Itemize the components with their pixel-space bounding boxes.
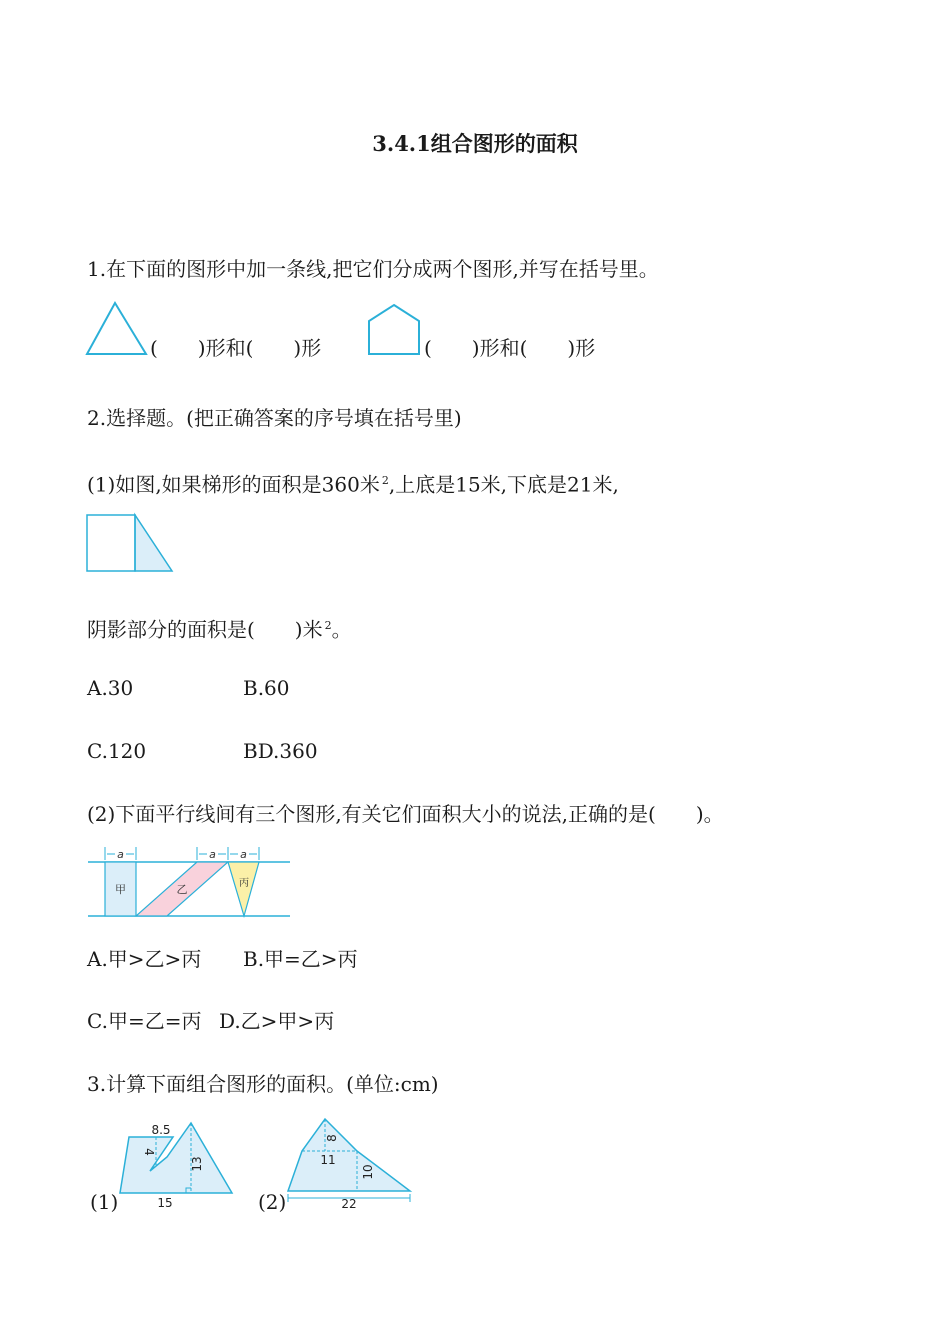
fig1-base-label: 15 xyxy=(157,1196,173,1210)
option-c-2: C.甲=乙=丙 xyxy=(87,1009,202,1033)
label-yi: 乙 xyxy=(176,883,188,896)
fig1-height-label: 13 xyxy=(190,1156,204,1172)
option-a-2: A.甲>乙>丙 xyxy=(87,947,202,971)
label-bing: 丙 xyxy=(239,878,249,889)
composite-figure-2 xyxy=(284,1114,419,1214)
option-d-2: D.乙>甲>丙 xyxy=(219,1009,335,1033)
pentagon-figure xyxy=(366,302,424,358)
question-1-blank-1: ( )形和( )形 xyxy=(150,336,322,360)
option-d: BD.360 xyxy=(243,739,318,763)
question-2-text: 2.选择题。(把正确答案的序号填在括号里) xyxy=(87,406,462,430)
option-b-2: B.甲=乙>丙 xyxy=(243,947,358,971)
question-1-blank-2: ( )形和( )形 xyxy=(424,336,596,360)
page-title: 3.4.1组合图形的面积 xyxy=(372,131,578,156)
question-2-part-2-text: (2)下面平行线间有三个图形,有关它们面积大小的说法,正确的是( )。 xyxy=(87,802,724,826)
triangle-figure xyxy=(84,300,150,358)
option-b: B.60 xyxy=(243,676,290,700)
label-a-1: a xyxy=(117,848,124,861)
question-1-text: 1.在下面的图形中加一条线,把它们分成两个图形,并写在括号里。 xyxy=(87,257,659,281)
label-a-3: a xyxy=(240,848,247,861)
question-2-part-1-text: (1)如图,如果梯形的面积是360米 $^2$,上底是15米,下底是21米, xyxy=(87,472,619,497)
fig2-top-height-label: 8 xyxy=(325,1134,339,1142)
option-a: A.30 xyxy=(87,676,134,700)
fig2-right-height-label: 10 xyxy=(361,1164,375,1180)
figure-2-label: (2) xyxy=(258,1190,287,1214)
fig1-top-label: 8.5 xyxy=(151,1123,171,1137)
option-c: C.120 xyxy=(87,739,147,763)
parallel-lines-figure xyxy=(84,844,294,922)
composite-figure-1 xyxy=(115,1118,240,1213)
trapezoid-figure xyxy=(84,513,178,575)
question-2-part-1-answer-line: 阴影部分的面积是( )米 $^2$。 xyxy=(87,617,352,642)
question-3-text: 3.计算下面组合图形的面积。(单位:cm) xyxy=(87,1072,439,1096)
fig2-mid-label: 11 xyxy=(320,1153,336,1167)
label-a-2: a xyxy=(209,848,216,861)
figure-1-label: (1) xyxy=(90,1190,119,1214)
label-jia: 甲 xyxy=(115,883,126,896)
fig2-base-label: 22 xyxy=(341,1197,357,1211)
fig1-slant-label: 4 xyxy=(142,1148,156,1156)
